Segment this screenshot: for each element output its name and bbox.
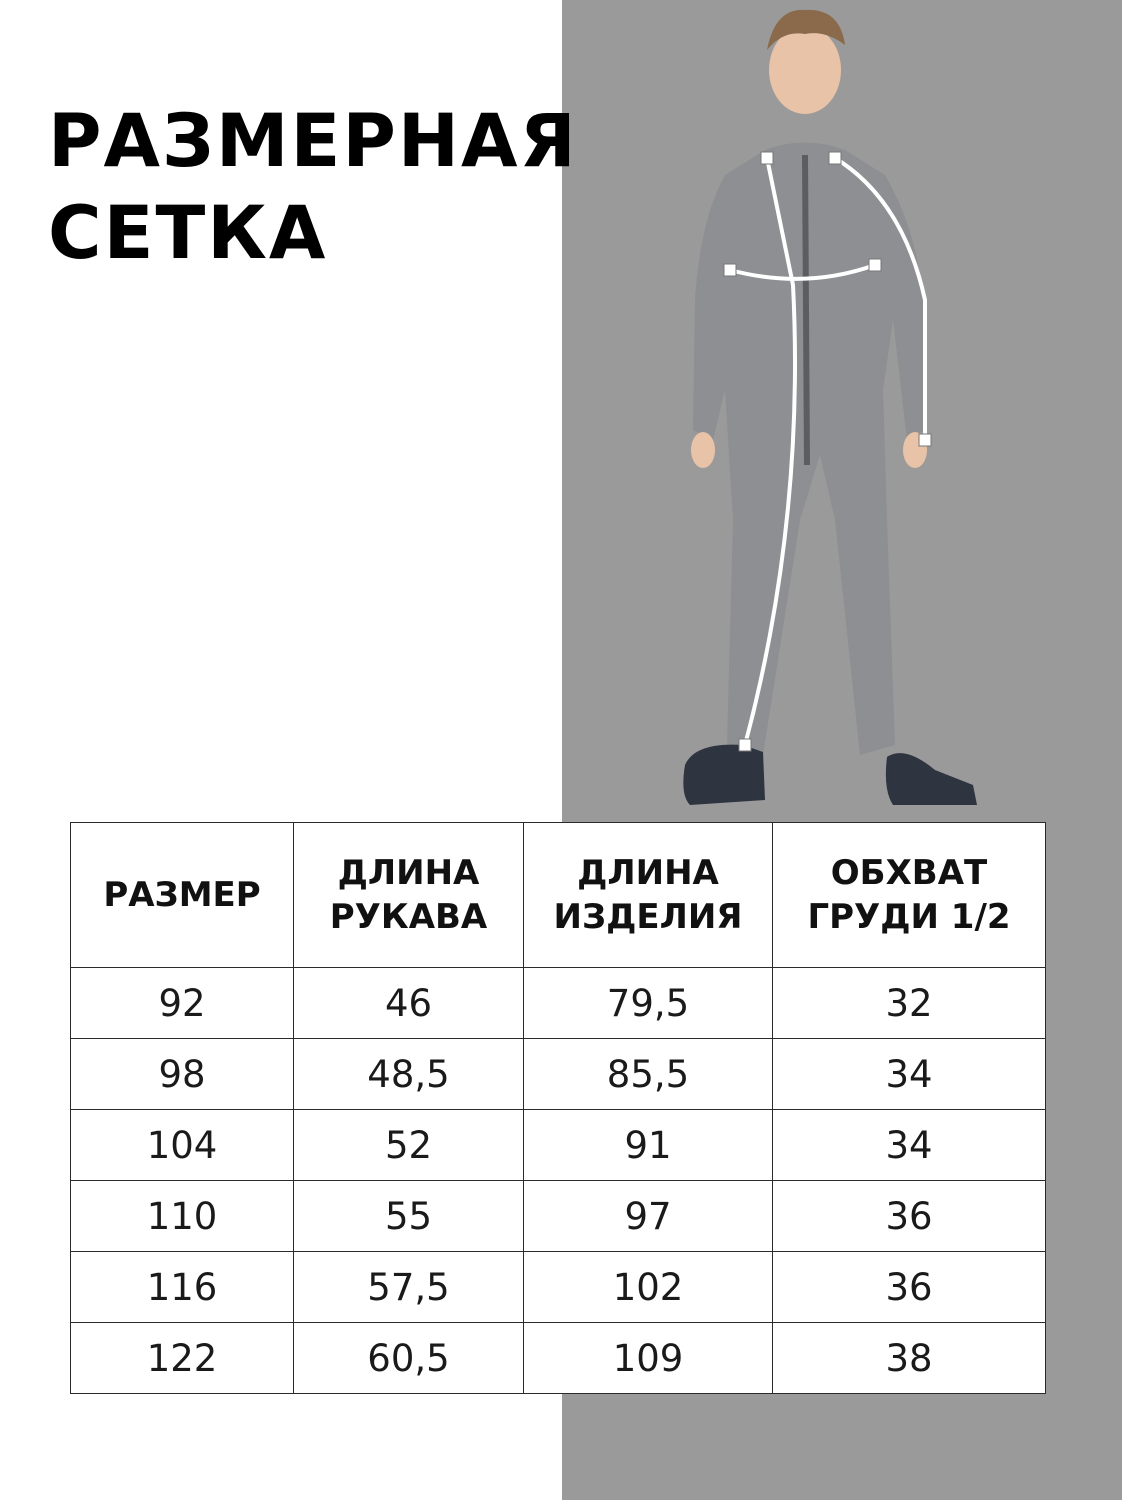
left-shoe [683, 745, 765, 805]
table-cell: 85,5 [524, 1039, 773, 1110]
table-cell: 57,5 [294, 1252, 524, 1323]
header-chest-half [773, 823, 1046, 968]
table-cell: 34 [773, 1110, 1046, 1181]
table-cell: 92 [71, 968, 294, 1039]
table-cell: 110 [71, 1181, 294, 1252]
table-row [71, 1110, 1046, 1181]
table-row [71, 1039, 1046, 1110]
page-title [48, 96, 578, 280]
right-shoe [886, 753, 977, 805]
table-row [71, 1181, 1046, 1252]
table-cell: 46 [294, 968, 524, 1039]
table-cell: 122 [71, 1323, 294, 1394]
header-garment-length [524, 823, 773, 968]
table-row [71, 1323, 1046, 1394]
table-cell: 104 [71, 1110, 294, 1181]
left-hand [691, 432, 715, 468]
table-cell: 60,5 [294, 1323, 524, 1394]
head [769, 26, 841, 114]
table-cell: 116 [71, 1252, 294, 1323]
page-title-line-2: СЕТКА [48, 191, 328, 276]
table-cell: 79,5 [524, 968, 773, 1039]
zipper [805, 155, 807, 465]
table-cell: 34 [773, 1039, 1046, 1110]
table-cell: 98 [71, 1039, 294, 1110]
table-header-row [71, 823, 1046, 968]
table-row [71, 1252, 1046, 1323]
page-title-line-1: РАЗМЕРНАЯ [48, 99, 578, 184]
table-cell: 91 [524, 1110, 773, 1181]
table-row [71, 968, 1046, 1039]
table-cell: 38 [773, 1323, 1046, 1394]
table-cell: 55 [294, 1181, 524, 1252]
header-sleeve-length [294, 823, 524, 968]
header-size-label: РАЗМЕР [103, 875, 261, 915]
header-size [71, 823, 294, 968]
header-chest-line-1: ОБХВАТ [830, 853, 988, 893]
table-cell: 52 [294, 1110, 524, 1181]
table-cell: 97 [524, 1181, 773, 1252]
header-garment-line-2: ИЗДЕЛИЯ [553, 897, 743, 937]
size-chart-table [70, 822, 1046, 1394]
table-cell: 109 [524, 1323, 773, 1394]
header-sleeve-line-2: РУКАВА [329, 897, 488, 937]
child-model-photo [655, 0, 985, 815]
table-cell: 36 [773, 1252, 1046, 1323]
table-cell: 48,5 [294, 1039, 524, 1110]
header-sleeve-line-1: ДЛИНА [337, 853, 480, 893]
header-chest-line-2: ГРУДИ 1/2 [807, 897, 1011, 937]
table-cell: 32 [773, 968, 1046, 1039]
header-garment-line-1: ДЛИНА [577, 853, 719, 893]
table-cell: 102 [524, 1252, 773, 1323]
table-cell: 36 [773, 1181, 1046, 1252]
